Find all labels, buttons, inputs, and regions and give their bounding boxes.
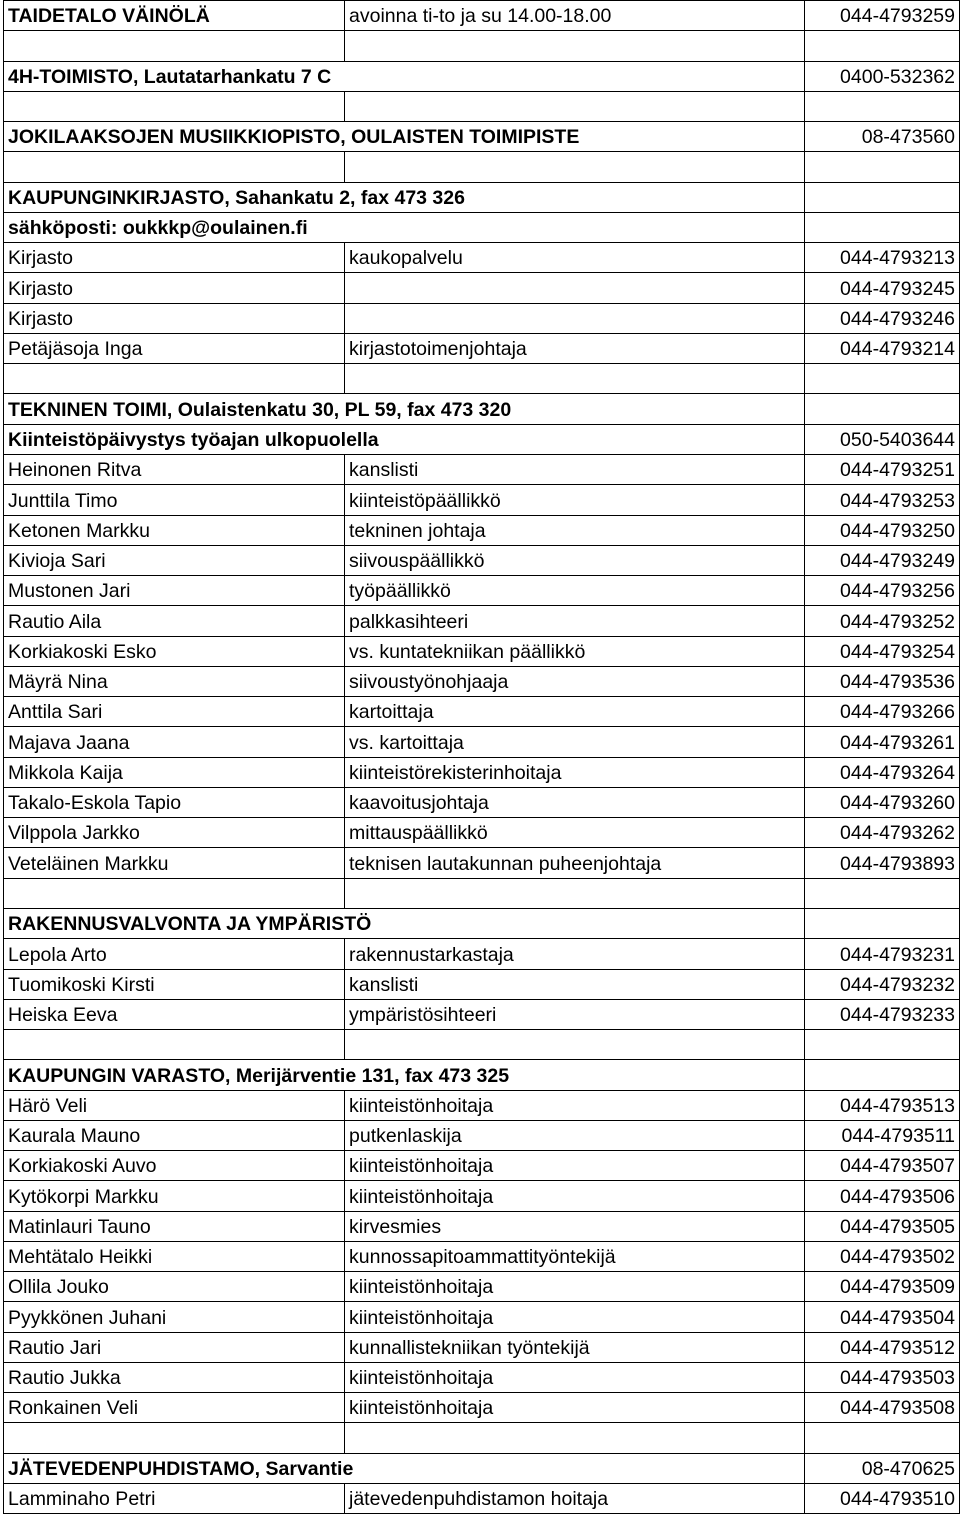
entry-phone: 044-4793262 [805, 818, 960, 848]
entry-name: Petäjäsoja Inga [4, 333, 345, 363]
entry-name: Korkiakoski Esko [4, 636, 345, 666]
section-heading-row [4, 908, 960, 938]
entry-role: työpäällikkö [345, 576, 805, 606]
entry-role: kunnossapitoammattityöntekijä [345, 1241, 805, 1271]
entry-phone: 044-4793503 [805, 1362, 960, 1392]
entry-role: palkkasihteeri [345, 606, 805, 636]
phone-directory-table [3, 0, 960, 1514]
entry-phone: 044-4793513 [805, 1090, 960, 1120]
spacer-row [4, 364, 960, 394]
duty-row [4, 424, 960, 454]
directory-body [4, 1, 960, 1514]
directory-row [4, 515, 960, 545]
entry-name: Rautio Jari [4, 1332, 345, 1362]
section-heading-row [4, 212, 960, 242]
entry-phone: 044-4793246 [805, 303, 960, 333]
entry-name: Takalo-Eskola Tapio [4, 787, 345, 817]
entry-phone: 044-4793252 [805, 606, 960, 636]
entry-role: kiinteistönhoitaja [345, 1090, 805, 1120]
entry-name: Kytökorpi Markku [4, 1181, 345, 1211]
section-email: sähköposti: oukkkp@oulainen.fi [4, 212, 805, 242]
entry-name: Ronkainen Veli [4, 1393, 345, 1423]
entry-phone: 044-4793261 [805, 727, 960, 757]
entry-phone: 044-4793253 [805, 485, 960, 515]
entry-role: jätevedenpuhdistamon hoitaja [345, 1484, 805, 1514]
directory-row [4, 576, 960, 606]
section-heading-row [4, 1453, 960, 1483]
directory-row [4, 1, 960, 31]
entry-phone: 044-4793536 [805, 666, 960, 696]
directory-row [4, 697, 960, 727]
directory-row [4, 1272, 960, 1302]
spacer-row [4, 91, 960, 121]
entry-role: kunnallistekniikan työntekijä [345, 1332, 805, 1362]
entry-name: Heinonen Ritva [4, 454, 345, 484]
entry-phone: 044-4793893 [805, 848, 960, 878]
entry-role: mittauspäällikkö [345, 818, 805, 848]
duty-label: Kiinteistöpäivystys työajan ulkopuolella [4, 424, 805, 454]
directory-row [4, 606, 960, 636]
entry-phone: 044-4793509 [805, 1272, 960, 1302]
section-heading: TEKNINEN TOIMI, Oulaistenkatu 30, PL 59, fax 473 320 [4, 394, 805, 424]
directory-row [4, 636, 960, 666]
entry-role: kanslisti [345, 454, 805, 484]
entry-name: Lepola Arto [4, 939, 345, 969]
entry-phone: 044-4793214 [805, 333, 960, 363]
directory-row [4, 485, 960, 515]
entry-phone: 044-4793502 [805, 1241, 960, 1271]
entry-name: Mustonen Jari [4, 576, 345, 606]
directory-row [4, 61, 960, 91]
entry-role: ympäristösihteeri [345, 999, 805, 1029]
directory-row [4, 1241, 960, 1271]
entry-name: Korkiakoski Auvo [4, 1151, 345, 1181]
directory-row [4, 1362, 960, 1392]
directory-row [4, 1302, 960, 1332]
section-heading-row [4, 1060, 960, 1090]
directory-row [4, 1151, 960, 1181]
directory-row [4, 333, 960, 363]
entry-phone: 044-4793251 [805, 454, 960, 484]
entry-role [345, 273, 805, 303]
entry-role: kiinteistönhoitaja [345, 1393, 805, 1423]
entry-name: Matinlauri Tauno [4, 1211, 345, 1241]
entry-role: vs. kuntatekniikan päällikkö [345, 636, 805, 666]
entry-phone: 044-4793231 [805, 939, 960, 969]
entry-phone: 044-4793512 [805, 1332, 960, 1362]
directory-row [4, 939, 960, 969]
entry-role: kiinteistönhoitaja [345, 1181, 805, 1211]
entry-phone: 044-4793233 [805, 999, 960, 1029]
entry-role: kiinteistörekisterinhoitaja [345, 757, 805, 787]
directory-row [4, 1332, 960, 1362]
entry-role: kartoittaja [345, 697, 805, 727]
section-heading: RAKENNUSVALVONTA JA YMPÄRISTÖ [4, 908, 805, 938]
entry-role: siivouspäällikkö [345, 545, 805, 575]
entry-name: Veteläinen Markku [4, 848, 345, 878]
directory-row [4, 303, 960, 333]
spacer-row [4, 31, 960, 61]
entry-name: Kirjasto [4, 243, 345, 273]
directory-row [4, 1120, 960, 1150]
entry-phone: 044-4793256 [805, 576, 960, 606]
entry-name: Mehtätalo Heikki [4, 1241, 345, 1271]
spacer-row [4, 152, 960, 182]
directory-row [4, 1393, 960, 1423]
entry-role: kiinteistönhoitaja [345, 1272, 805, 1302]
entry-role: kiinteistönhoitaja [345, 1151, 805, 1181]
entry-phone: 044-4793254 [805, 636, 960, 666]
directory-row [4, 122, 960, 152]
entry-name: Rautio Jukka [4, 1362, 345, 1392]
entry-name: Ketonen Markku [4, 515, 345, 545]
entry-name: Vilppola Jarkko [4, 818, 345, 848]
directory-row [4, 273, 960, 303]
entry-name: Tuomikoski Kirsti [4, 969, 345, 999]
entry-name: TAIDETALO VÄINÖLÄ [4, 1, 345, 31]
directory-row [4, 999, 960, 1029]
entry-phone: 044-4793504 [805, 1302, 960, 1332]
entry-name: Kaurala Mauno [4, 1120, 345, 1150]
entry-role: tekninen johtaja [345, 515, 805, 545]
duty-phone: 050-5403644 [805, 424, 960, 454]
entry-name: Ollila Jouko [4, 1272, 345, 1302]
entry-name: 4H-TOIMISTO, Lautatarhankatu 7 C [4, 61, 805, 91]
entry-phone: 044-4793508 [805, 1393, 960, 1423]
entry-name: Mäyrä Nina [4, 666, 345, 696]
entry-phone: 044-4793260 [805, 787, 960, 817]
entry-name: Pyykkönen Juhani [4, 1302, 345, 1332]
directory-row [4, 666, 960, 696]
entry-role: kiinteistönhoitaja [345, 1362, 805, 1392]
section-heading: KAUPUNGIN VARASTO, Merijärventie 131, fax 473 325 [4, 1060, 805, 1090]
entry-name: Mikkola Kaija [4, 757, 345, 787]
spacer-row [4, 1423, 960, 1453]
entry-name: Anttila Sari [4, 697, 345, 727]
entry-info: avoinna ti-to ja su 14.00-18.00 [345, 1, 805, 31]
section-heading-row [4, 182, 960, 212]
spacer-row [4, 1030, 960, 1060]
entry-phone: 0400-532362 [805, 61, 960, 91]
entry-role: kaavoitusjohtaja [345, 787, 805, 817]
entry-name: Majava Jaana [4, 727, 345, 757]
entry-phone: 044-4793250 [805, 515, 960, 545]
section-heading-row [4, 394, 960, 424]
entry-phone: 044-4793249 [805, 545, 960, 575]
entry-role [345, 303, 805, 333]
section-phone: 08-470625 [805, 1453, 960, 1483]
directory-row [4, 1484, 960, 1514]
entry-phone: 044-4793266 [805, 697, 960, 727]
directory-row [4, 727, 960, 757]
section-heading: KAUPUNGINKIRJASTO, Sahankatu 2, fax 473 326 [4, 182, 805, 212]
entry-role: kanslisti [345, 969, 805, 999]
entry-role: putkenlaskija [345, 1120, 805, 1150]
entry-phone: 044-4793511 [805, 1120, 960, 1150]
entry-phone: 044-4793506 [805, 1181, 960, 1211]
entry-name: Kirjasto [4, 273, 345, 303]
entry-phone: 044-4793505 [805, 1211, 960, 1241]
entry-name: Heiska Eeva [4, 999, 345, 1029]
entry-phone: 044-4793259 [805, 1, 960, 31]
entry-name: Härö Veli [4, 1090, 345, 1120]
directory-row [4, 454, 960, 484]
entry-role: siivoustyönohjaaja [345, 666, 805, 696]
entry-phone: 044-4793510 [805, 1484, 960, 1514]
entry-role: kaukopalvelu [345, 243, 805, 273]
directory-row [4, 787, 960, 817]
entry-name: Kivioja Sari [4, 545, 345, 575]
entry-role: kirjastotoimenjohtaja [345, 333, 805, 363]
entry-name: Rautio Aila [4, 606, 345, 636]
entry-name: Kirjasto [4, 303, 345, 333]
entry-role: kiinteistöpäällikkö [345, 485, 805, 515]
entry-phone: 08-473560 [805, 122, 960, 152]
directory-row [4, 545, 960, 575]
entry-phone: 044-4793232 [805, 969, 960, 999]
entry-role: vs. kartoittaja [345, 727, 805, 757]
entry-role: teknisen lautakunnan puheenjohtaja [345, 848, 805, 878]
section-heading: JÄTEVEDENPUHDISTAMO, Sarvantie [4, 1453, 805, 1483]
directory-row [4, 243, 960, 273]
entry-role: kirvesmies [345, 1211, 805, 1241]
entry-phone: 044-4793213 [805, 243, 960, 273]
directory-row [4, 848, 960, 878]
spacer-row [4, 878, 960, 908]
directory-row [4, 1211, 960, 1241]
directory-row [4, 1181, 960, 1211]
directory-row [4, 757, 960, 787]
entry-name: Lamminaho Petri [4, 1484, 345, 1514]
entry-name: JOKILAAKSOJEN MUSIIKKIOPISTO, OULAISTEN TOIMIPISTE [4, 122, 805, 152]
entry-name: Junttila Timo [4, 485, 345, 515]
directory-row [4, 818, 960, 848]
entry-role: kiinteistönhoitaja [345, 1302, 805, 1332]
entry-phone: 044-4793264 [805, 757, 960, 787]
entry-role: rakennustarkastaja [345, 939, 805, 969]
entry-phone: 044-4793507 [805, 1151, 960, 1181]
directory-row [4, 1090, 960, 1120]
directory-row [4, 969, 960, 999]
entry-phone: 044-4793245 [805, 273, 960, 303]
